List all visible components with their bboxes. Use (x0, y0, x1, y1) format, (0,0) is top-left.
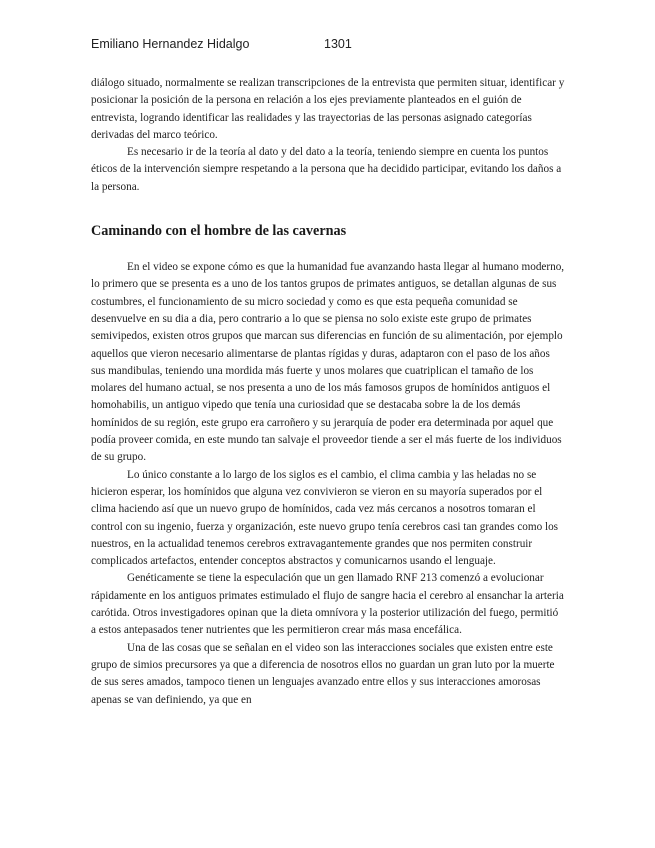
intro-paragraph-continued: diálogo situado, normalmente se realizan transcripciones de la entrevista que permiten situar, identificar y posicionar la posición de la persona en relación a los ejes previamente planteados en el guión de entrevista, logrando identificar las realidades y las trayectorias de las personas asignado categorías derivadas del marco teórico. (91, 77, 565, 141)
page-header (91, 37, 352, 51)
section-heading: Caminando con el hombre de las cavernas (91, 223, 347, 240)
section-paragraph: En el video se expone cómo es que la humanidad fue avanzando hasta llegar al humano moderno, lo primero que se presenta es a uno de los tantos grupos de primates antiguos, se detallan algunas de sus costumbres, el funcionamiento de su micro sociedad y como es que esta pequeña comunidad se desenvuelve en su dia a dia, pero contrario a lo que se piensa no solo existe este grupo de primates semivipedos, existen otros grupos que marcan sus diferencias en función de su alimentación, por ejemplo aquellos que vieron necesario alimentarse de plantas rígidas y duras, adaptaron con el paso de los años sus mandibulas, teniendo una mordida más fuerte y unos molares que cuatriplican el tamaño de los molares del humano actual, se nos presenta a uno de los más famosos grupos de homínidos antiguos el homohabilis, un antiguo vipedo que tenía una curiosidad que se destacaba sobre la de los demás homínidos de su región, este grupo era carroñero y su jerarquía de poder era determinada por aquel que podía proveer comida, en este mundo tan salvaje el proveedor tiende a ser el más fuerte de los individuos de su grupo. (91, 261, 565, 464)
section-paragraph: Una de las cosas que se señalan en el video son las interacciones sociales que existen entre este grupo de simios precursores ya que a diferencia de nosotros ellos no guardan un gran luto por la muerte de sus seres amados, tampoco tienen un lenguajes avanzado entre ellos y sus interacciones amorosas apenas se van definiendo, ya que en (91, 641, 555, 706)
author-name: Emiliano Hernandez Hidalgo (91, 37, 250, 51)
document-body (91, 75, 565, 709)
intro-paragraph: Es necesario ir de la teoría al dato y del dato a la teoría, teniendo siempre en cuenta los puntos éticos de la intervención siempre respetando a la persona que ha decidido participar, evitando los daños a la persona. (91, 146, 562, 193)
page-number: 1301 (324, 37, 352, 51)
section-paragraph: Genéticamente se tiene la especulación que un gen llamado RNF 213 comenzó a evolucionar rápidamente en los antiguos primates estimulado el flujo de sangre hacia el cerebro al ensanchar la arteria carótida. Otros investigadores opinan que la dieta omnívora y la posterior utilización del fuego, permitió a estos antepasados tener nutrientes que les permitieron crear más masa encefálica. (91, 572, 564, 637)
section-paragraph: Lo único constante a lo largo de los siglos es el cambio, el clima cambia y las heladas no se hicieron esperar, los homínidos que alguna vez convivieron se vieron en su mayoría superados por el clima haciendo así que un nuevo grupo de homínidos, cada vez más cercanos a nosotros tomaran el control con su ingenio, fuerza y organización, este nuevo grupo tenía cerebros casi tan grandes como los nuestros, en la actualidad tenemos cerebros extravagantemente grandes que nos permiten construir complicados artefactos, entender conceptos abstractos y comunicarnos usando el lenguaje. (91, 468, 559, 568)
